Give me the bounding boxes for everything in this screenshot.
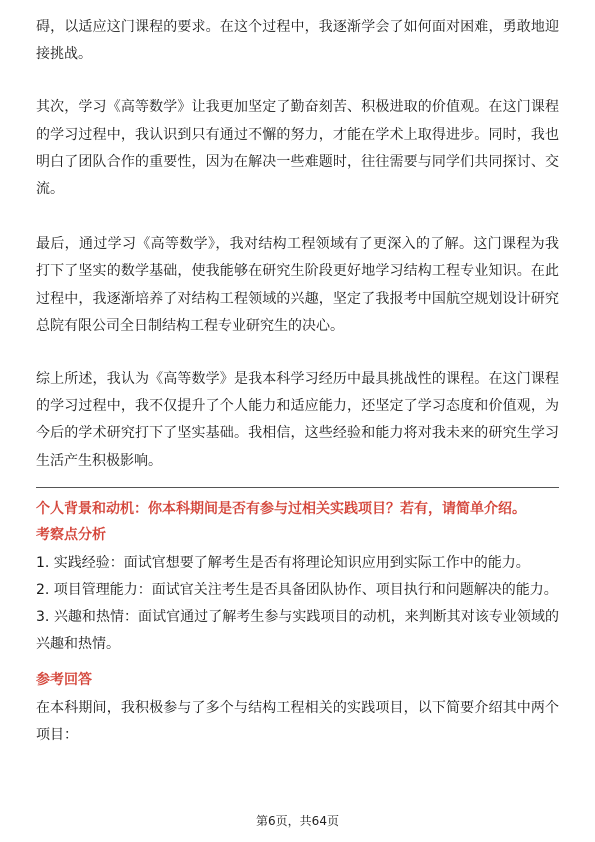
section-divider bbox=[36, 487, 559, 488]
paragraph-3: 最后，通过学习《高等数学》，我对结构工程领域有了更深入的了解。这门课程为我打下了坚实的数学基础，使我能够在研究生阶段更好地学习结构工程专业知识。在此过程中，我逐渐培养了对结构工程领域的兴趣，坚定了我报考中国航空规划设计研究总院有限公司全日制结构工程专业研究生的决心。 bbox=[36, 236, 559, 334]
answer-text: 在本科期间，我积极参与了多个与结构工程相关的实践项目，以下简要介绍其中两个项目： bbox=[36, 699, 559, 743]
interview-question: 个人背景和动机：你本科期间是否有参与过相关实践项目？若有，请简单介绍。 bbox=[36, 500, 526, 517]
analysis-title: 考察点分析 bbox=[36, 526, 106, 543]
paragraph-4: 综上所述，我认为《高等数学》是我本科学习经历中最具挑战性的课程。在这门课程的学习过程中，我不仅提升了个人能力和适应能力，还坚定了学习态度和价值观，为今后的学术研究打下了坚实基础。我相信，这些经验和能力将对我未来的研究生学习生活产生积极影响。 bbox=[36, 371, 559, 469]
document-page bbox=[36, 14, 559, 749]
analysis-item-1: 1. 实践经验：面试官想要了解考生是否有将理论知识应用到实际工作中的能力。 bbox=[36, 554, 530, 571]
analysis-item-3: 3. 兴趣和热情：面试官通过了解考生参与实践项目的动机，来判断其对该专业领域的兴趣和热情。 bbox=[36, 608, 559, 652]
analysis-item-2: 2. 项目管理能力：面试官关注考生是否具备团队协作、项目执行和问题解决的能力。 bbox=[36, 581, 558, 598]
answer-title: 参考回答 bbox=[36, 671, 92, 688]
paragraph-1: 碍，以适应这门课程的要求。在这个过程中，我逐渐学会了如何面对困难，勇敢地迎接挑战。 bbox=[36, 19, 559, 63]
page-footer: 第6页，共64页 bbox=[256, 814, 339, 828]
paragraph-2: 其次，学习《高等数学》让我更加坚定了勤奋刻苦、积极进取的价值观。在这门课程的学习过程中，我认识到只有通过不懈的努力，才能在学术上取得进步。同时，我也明白了团队合作的重要性，因为在解决一些难题时，往往需要与同学们共同探讨、交流。 bbox=[36, 99, 559, 198]
